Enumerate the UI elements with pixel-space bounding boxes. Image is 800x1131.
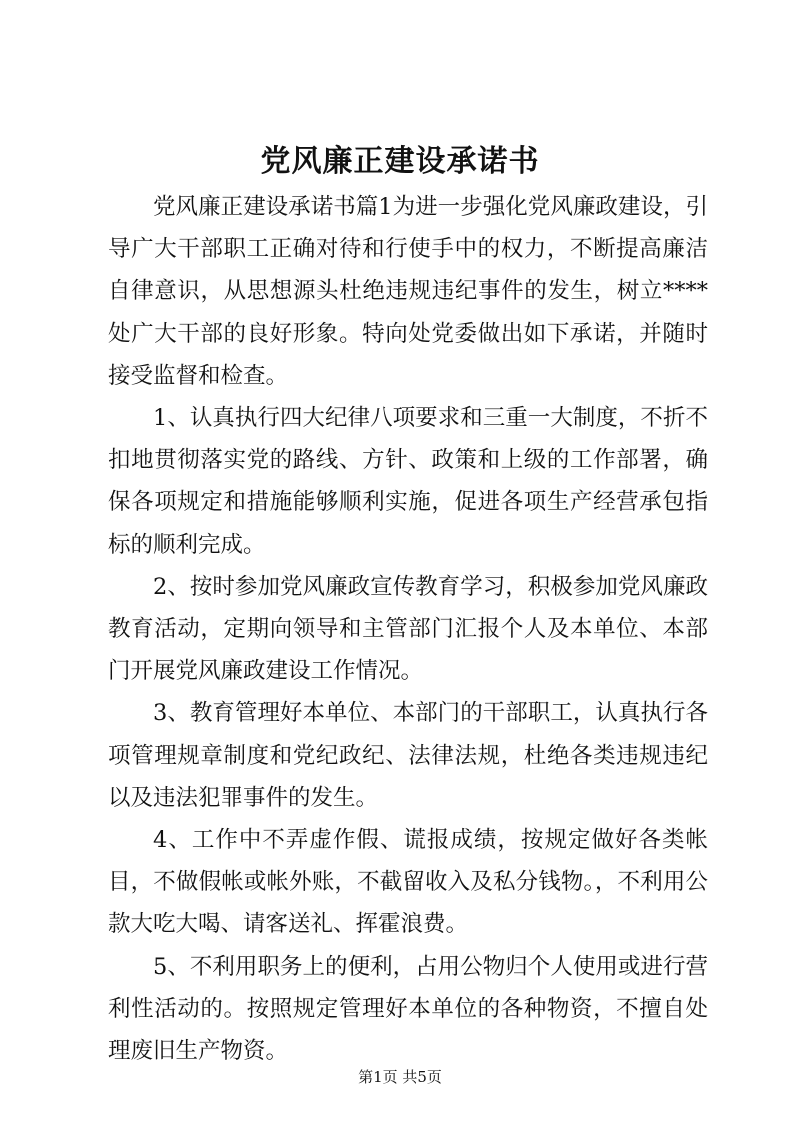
paragraph-item-5: 5、不利用职务上的便利，占用公物归个人使用或进行营利性活动的。按照规定管理好本单位的各种物资，不擅自处理废旧生产物资。 bbox=[108, 953, 708, 1065]
paragraph-item-3: 3、教育管理好本单位、本部门的干部职工，认真执行各项管理规章制度和党纪政纪、法律法规，杜绝各类违规违纪以及违法犯罪事件的发生。 bbox=[108, 700, 708, 811]
paragraph-item-2: 2、按时参加党风廉政宣传教育学习，积极参加党风廉政教育活动，定期向领导和主管部门汇报个人及本单位、本部门开展党风廉政建设工作情况。 bbox=[108, 573, 708, 685]
paragraph-item-4: 4、工作中不弄虚作假、谎报成绩，按规定做好各类帐目，不做假帐或帐外账，不截留收入及私分钱物。，不利用公款大吃大喝、请客送礼、挥霍浪费。 bbox=[108, 827, 708, 938]
document-body bbox=[108, 186, 708, 1072]
document-title: 党风廉正建设承诺书 bbox=[260, 144, 540, 179]
page-number-footer: 第1页 共5页 bbox=[358, 1068, 442, 1086]
paragraph-intro: 党风廉正建设承诺书篇1为进一步强化党风廉政建设，引导广大干部职工正确对待和行使手中的权力，不断提高廉洁自律意识，从思想源头杜绝违规违纪事件的发生，树立****处广大干部的良好形象。特向处党委做出如下承诺，并随时接受监督和检查。 bbox=[108, 194, 708, 389]
paragraph-item-1: 1、认真执行四大纪律八项要求和三重一大制度，不折不扣地贯彻落实党的路线、方针、政策和上级的工作部署，确保各项规定和措施能够顺利实施，促进各项生产经营承包指标的顺利完成。 bbox=[108, 405, 708, 558]
